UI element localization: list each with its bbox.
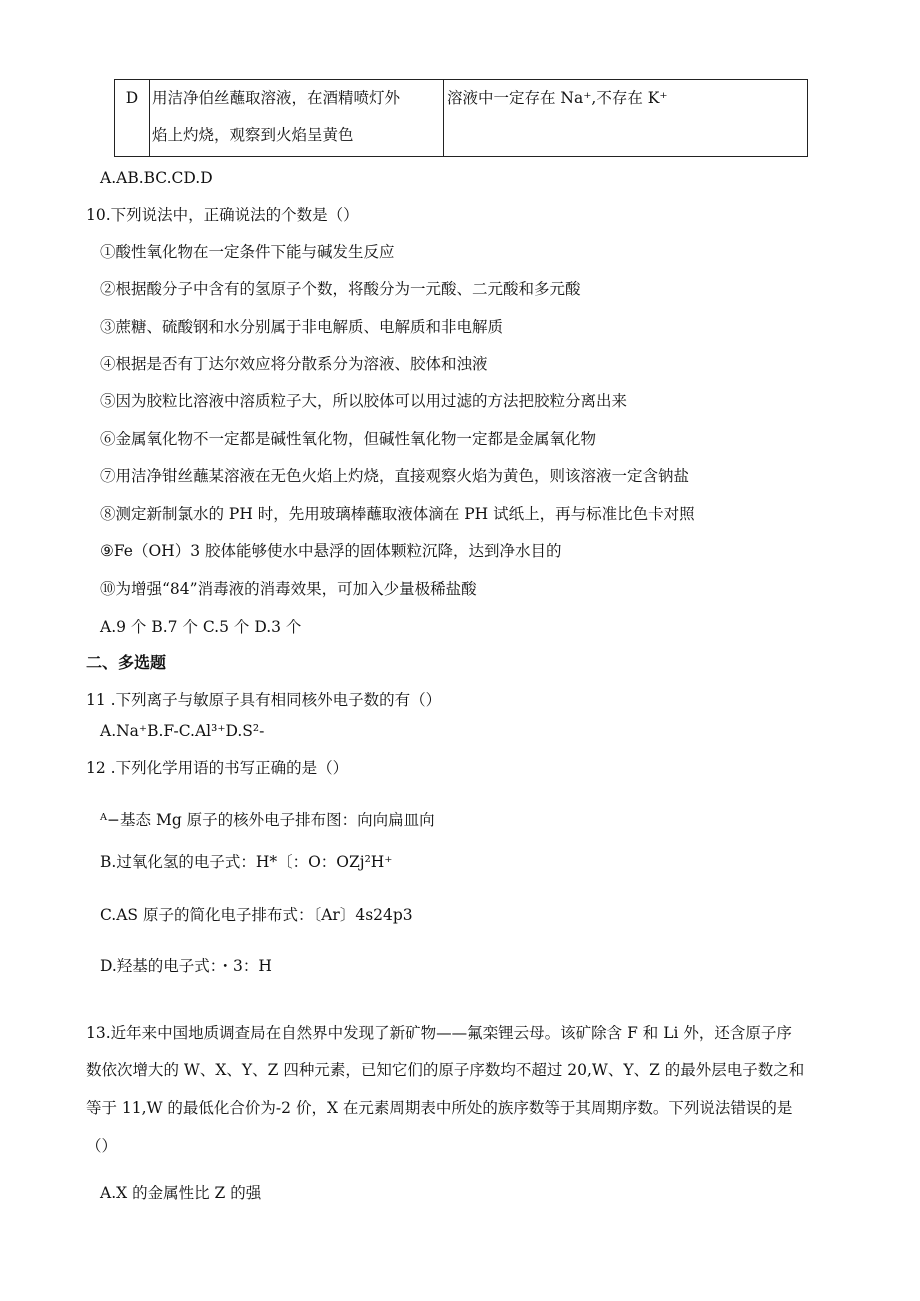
q10-item-8: ⑧测定新制氯水的 PH 时，先用玻璃棒蘸取液体滴在 PH 试纸上，再与标准比色卡对照 — [100, 505, 695, 523]
q11-options: A.Na⁺B.F-C.Al³⁺D.S²- — [100, 722, 265, 740]
q12-option-d: D.羟基的电子式：・3：H — [100, 957, 272, 975]
q10-item-3: ③蔗糖、硫酸钢和水分别属于非电解质、电解质和非电解质 — [100, 318, 504, 336]
operation-line-2: 焰上灼烧，观察到火焰呈黄色 — [152, 126, 354, 144]
row-key: D — [115, 80, 150, 157]
row-result: 溶液中一定存在 Na⁺,不存在 K⁺ — [444, 80, 808, 157]
experiment-table — [114, 79, 808, 157]
row-operation — [150, 80, 444, 157]
q11-stem: 11 .下列离子与敏原子具有相同核外电子数的有（） — [86, 691, 442, 709]
q10-item-1: ①酸性氧化物在一定条件下能与碱发生反应 — [100, 243, 395, 261]
q10-options: A.9 个 B.7 个 C.5 个 D.3 个 — [100, 618, 302, 636]
section-title: 二、多选题 — [86, 653, 167, 672]
q10-item-2: ②根据酸分子中含有的氢原子个数，将酸分为一元酸、二元酸和多元酸 — [100, 280, 581, 298]
q10-item-7: ⑦用洁净钳丝蘸某溶液在无色火焰上灼烧，直接观察火焰为黄色，则该溶液一定含钠盐 — [100, 467, 690, 485]
q12-stem: 12 .下列化学用语的书写正确的是（） — [86, 759, 349, 777]
q10-item-5: ⑤因为胶粒比溶液中溶质粒子大，所以胶体可以用过滤的方法把胶粒分离出来 — [100, 392, 628, 410]
q12-option-c: C.AS 原子的简化电子排布式：〔Ar〕4s24p3 — [100, 906, 413, 924]
q12-option-b: B.过氧化氢的电子式：H*〔：O：OZj²H⁺ — [100, 853, 393, 871]
q13-line-3: 等于 11,W 的最低化合价为-2 价，X 在元素周期表中所处的族序数等于其周期序数。下列说法错误的是 — [86, 1099, 793, 1117]
q12-option-a: ᴬ−基态 Mg 原子的核外电子排布图：向向扁皿向 — [100, 811, 435, 829]
q10-item-6: ⑥金属氧化物不一定都是碱性氧化物，但碱性氧化物一定都是金属氧化物 — [100, 430, 597, 448]
q13-line-4: （） — [86, 1137, 118, 1155]
q9-options: A.AB.BC.CD.D — [100, 169, 213, 187]
operation-line-1: 用洁净伯丝蘸取溶液，在酒精喷灯外 — [152, 89, 401, 107]
q13-line-2: 数依次增大的 W、X、Y、Z 四种元素，已知它们的原子序数均不超过 20,W、Y、Z 的最外层电子数之和 — [86, 1061, 805, 1079]
q13-line-1: 13.近年来中国地质调查局在自然界中发现了新矿物——氟栾锂云母。该矿除含 F 和 Li 外，还含原子序 — [86, 1024, 792, 1042]
q13-option-a: A.X 的金属性比 Z 的强 — [100, 1184, 262, 1202]
q10-item-4: ④根据是否有丁达尔效应将分散系分为溶液、胶体和浊液 — [100, 355, 488, 373]
q10-stem: 10.下列说法中，正确说法的个数是（） — [86, 206, 359, 224]
table-row — [115, 80, 808, 157]
q10-item-10: ⑩为增强“84”消毒液的消毒效果，可加入少量极稀盐酸 — [100, 580, 477, 598]
q10-item-9: ⑨Fe（OH）3 胶体能够使水中悬浮的固体颗粒沉降，达到净水目的 — [100, 542, 562, 560]
